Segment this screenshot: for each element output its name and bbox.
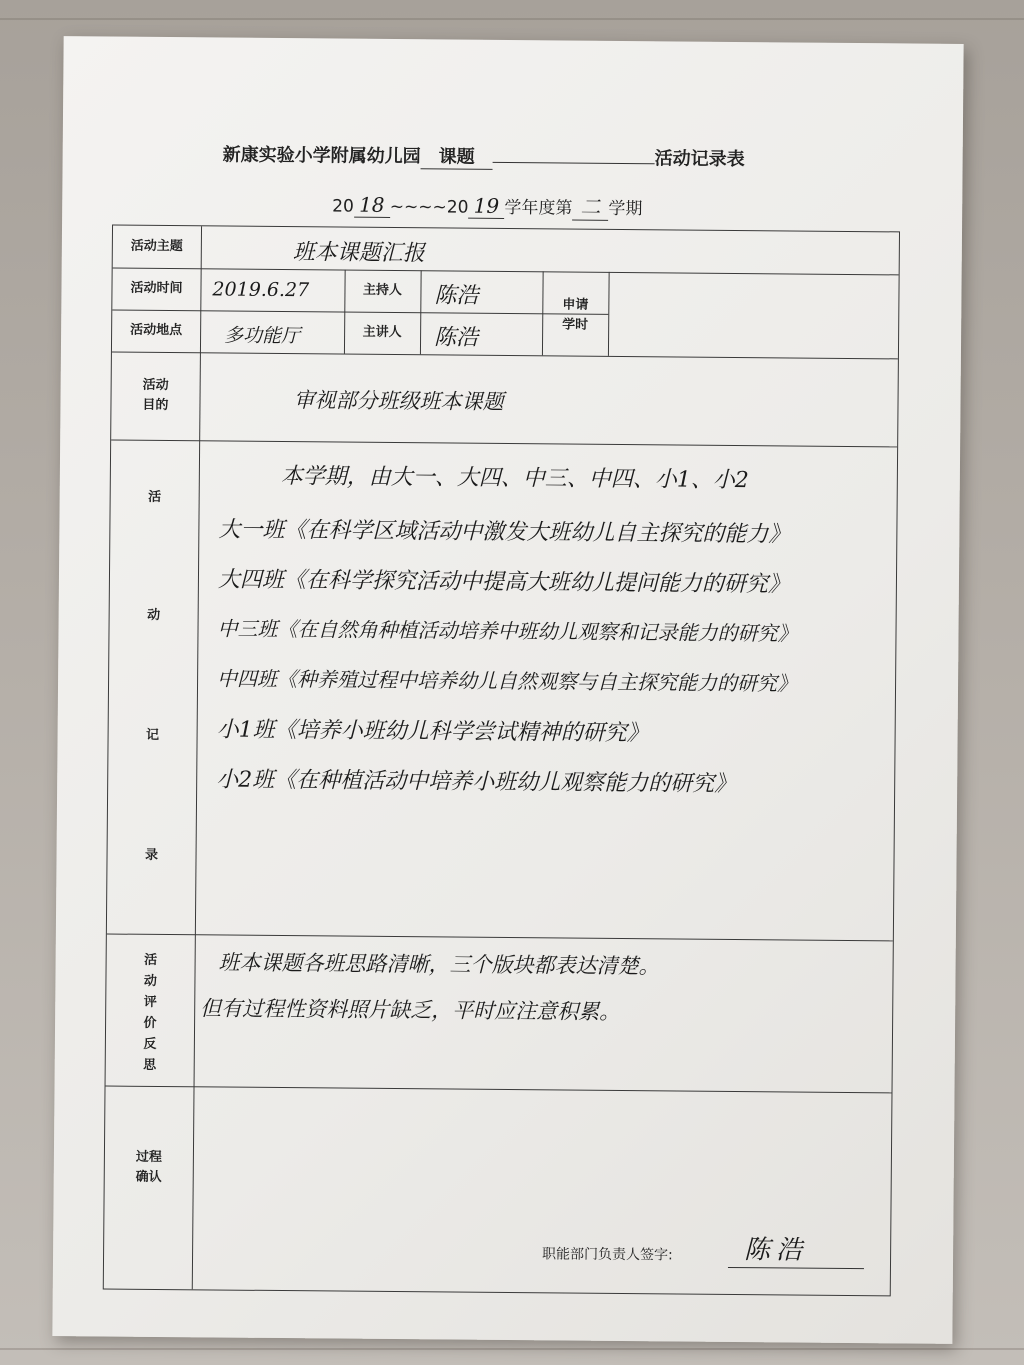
signature-label: 职能部门负责人签字: <box>542 1246 673 1264</box>
record-line-class-5: 小1班《培养小班幼儿科学尝试精神的研究》 <box>216 717 649 747</box>
host-value: 陈浩 <box>434 283 479 309</box>
label-confirm: 过程 确认 <box>135 1149 162 1185</box>
term-text: 学年度第 <box>504 197 573 219</box>
label-time: 活动时间 <box>130 280 183 297</box>
evaluation-line-2: 但有过程性资料照片缺乏，平时应注意积累。 <box>200 996 621 1024</box>
form-table <box>103 225 900 1297</box>
topic-value: 班本课题汇报 <box>292 240 425 267</box>
label-place: 活动地点 <box>130 322 183 339</box>
form-title <box>223 140 823 172</box>
title-blank-line <box>493 162 655 164</box>
activity-record-form <box>52 36 963 1344</box>
school-name: 新康实验小学附属幼儿园 <box>222 144 421 168</box>
record-line-class-1: 大一班《在科学区域活动中激发大班幼儿自主探究的能力》 <box>218 517 791 548</box>
signature-value: 陈浩 <box>743 1235 809 1266</box>
evaluation-line-1: 班本课题各班思路清晰，三个版块都表达清楚。 <box>218 950 660 979</box>
signature-line <box>728 1267 864 1269</box>
place-value: 多功能厅 <box>223 324 301 348</box>
record-line-class-6: 小2班《在种植活动中培养小班幼儿观察能力的研究》 <box>216 767 737 797</box>
year-end: 19 <box>468 194 504 219</box>
label-host: 主持人 <box>362 282 403 299</box>
time-value: 2019.6.27 <box>212 278 310 302</box>
record-line-class-3: 中三班《在自然角种植活动培养中班幼儿观察和记录能力的研究》 <box>217 616 798 646</box>
school-year-line <box>332 188 732 221</box>
year-prefix: 20 <box>332 196 354 217</box>
label-record-3: 记 <box>146 727 160 743</box>
label-speaker: 主讲人 <box>362 324 402 341</box>
label-record-1: 活 <box>148 489 162 505</box>
topic-type-blank: 课题 <box>421 142 493 170</box>
label-apply-hours: 申请 学时 <box>562 297 589 333</box>
label-topic: 活动主题 <box>130 238 183 255</box>
speaker-value: 陈浩 <box>433 325 479 351</box>
label-record-4: 录 <box>144 847 159 863</box>
term-value: 二 <box>572 191 608 221</box>
label-evaluation: 活 动 评 价 反 思 <box>143 952 158 1073</box>
label-record-2: 动 <box>147 607 161 623</box>
record-line-class-4: 中四班《种养殖过程中培养幼儿自然观察与自主探究能力的研究》 <box>216 666 798 696</box>
purpose-value: 审视部分班级班本课题 <box>293 388 504 414</box>
title-suffix: 活动记录表 <box>654 148 745 171</box>
label-purpose: 活动 目的 <box>142 377 169 414</box>
year-start: 18 <box>354 193 390 218</box>
year-separator: ~~~~20 <box>389 196 469 218</box>
record-line-class-2: 大四班《在科学探究活动中提高大班幼儿提问能力的研究》 <box>217 567 791 598</box>
record-line-intro: 本学期，由大一、大四、中三、中四、小1、小2 <box>280 464 749 494</box>
term-suffix: 学期 <box>608 198 643 220</box>
